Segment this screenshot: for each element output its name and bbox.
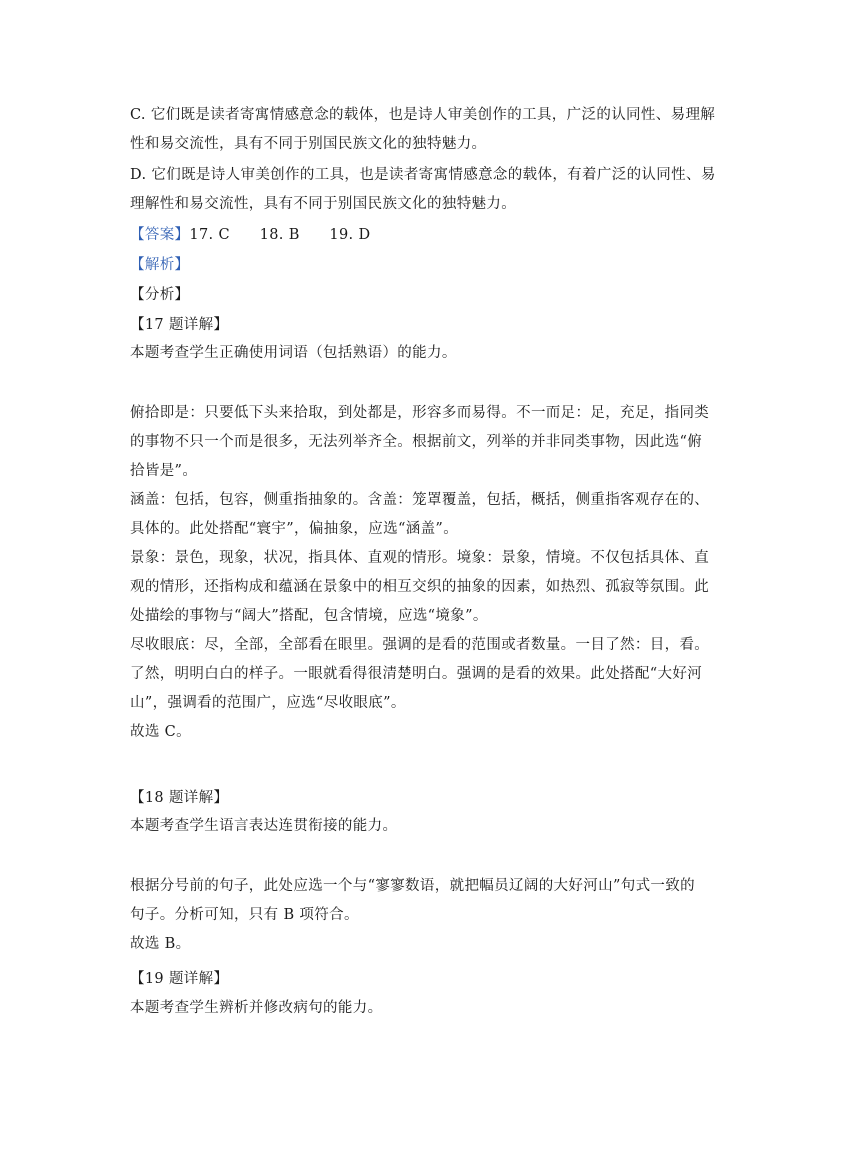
q18-intro: 本题考查学生语言表达连贯衔接的能力。: [130, 818, 398, 834]
q17-para3-line-1: 景象：景色，现象，状况，指具体、直观的情形。境象：景象，情境。不仅包括具体、直: [130, 550, 710, 566]
q17-heading: 【17 题详解】: [130, 317, 229, 333]
q17-conclusion: 故选 C。: [130, 724, 191, 740]
answer-values: 17. C 18. B 19. D: [189, 227, 371, 243]
q17-para1-line-2: 的事物不只一个而是很多，无法列举齐全。根据前文，列举的并非同类事物，因此选“俯: [130, 434, 703, 450]
q17-para2-line-1: 涵盖：包括，包容，侧重指抽象的。含盖：笼罩覆盖，包括，概括，侧重指客观存在的、: [130, 492, 710, 508]
option-d-line-1: D. 它们既是诗人审美创作的工具，也是读者寄寓情感意念的载体，有着广泛的认同性、易: [130, 167, 716, 183]
answer-line: [130, 225, 370, 245]
q17-para3-line-3: 处描绘的事物与“阔大”搭配，包含情境，应选“境象”。: [130, 608, 488, 624]
q17-para3-line-2: 观的情形，还指构成和蕴涵在景象中的相互交织的抽象的因素，如热烈、孤寂等氛围。此: [130, 579, 710, 595]
q19-heading: 【19 题详解】: [130, 971, 229, 987]
answer-label: 【答案】: [130, 227, 190, 243]
q18-conclusion: 故选 B。: [130, 936, 191, 952]
analysis-heading: 【分析】: [130, 287, 190, 303]
analysis-label: 【解析】: [130, 257, 190, 273]
q18-heading: 【18 题详解】: [130, 790, 229, 806]
q19-intro: 本题考查学生辨析并修改病句的能力。: [130, 1000, 383, 1016]
q17-para1-line-1: 俯拾即是：只要低下头来拾取，到处都是，形容多而易得。不一而足：足，充足，指同类: [130, 405, 710, 421]
q17-para4-line-2: 了然，明明白白的样子。一眼就看得很清楚明白。强调的是看的效果。此处搭配“大好河: [130, 666, 703, 682]
q17-para1-line-3: 拾皆是”。: [130, 463, 198, 479]
q17-intro: 本题考查学生正确使用词语（包括熟语）的能力。: [130, 345, 457, 361]
option-c-line-1: C. 它们既是读者寄寓情感意念的载体，也是诗人审美创作的工具，广泛的认同性、易理解: [130, 107, 716, 123]
q17-para4-line-3: 山”，强调看的范围广，应选“尽收眼底”。: [130, 695, 406, 711]
option-d-line-2: 理解性和易交流性，具有不同于别国民族文化的独特魅力。: [130, 196, 517, 212]
q18-para1-line-1: 根据分号前的句子，此处应选一个与“寥寥数语，就把幅员辽阔的大好河山”句式一致的: [130, 878, 695, 894]
q17-para2-line-2: 具体的。此处搭配“寰宇”，偏抽象，应选“涵盖”。: [130, 521, 459, 537]
option-c-line-2: 性和易交流性，具有不同于别国民族文化的独特魅力。: [130, 136, 487, 152]
q17-para4-line-1: 尽收眼底：尽，全部，全部看在眼里。强调的是看的范围或者数量。一目了然：目，看。: [130, 637, 710, 653]
q18-para1-line-2: 句子。分析可知，只有 B 项符合。: [130, 907, 359, 923]
